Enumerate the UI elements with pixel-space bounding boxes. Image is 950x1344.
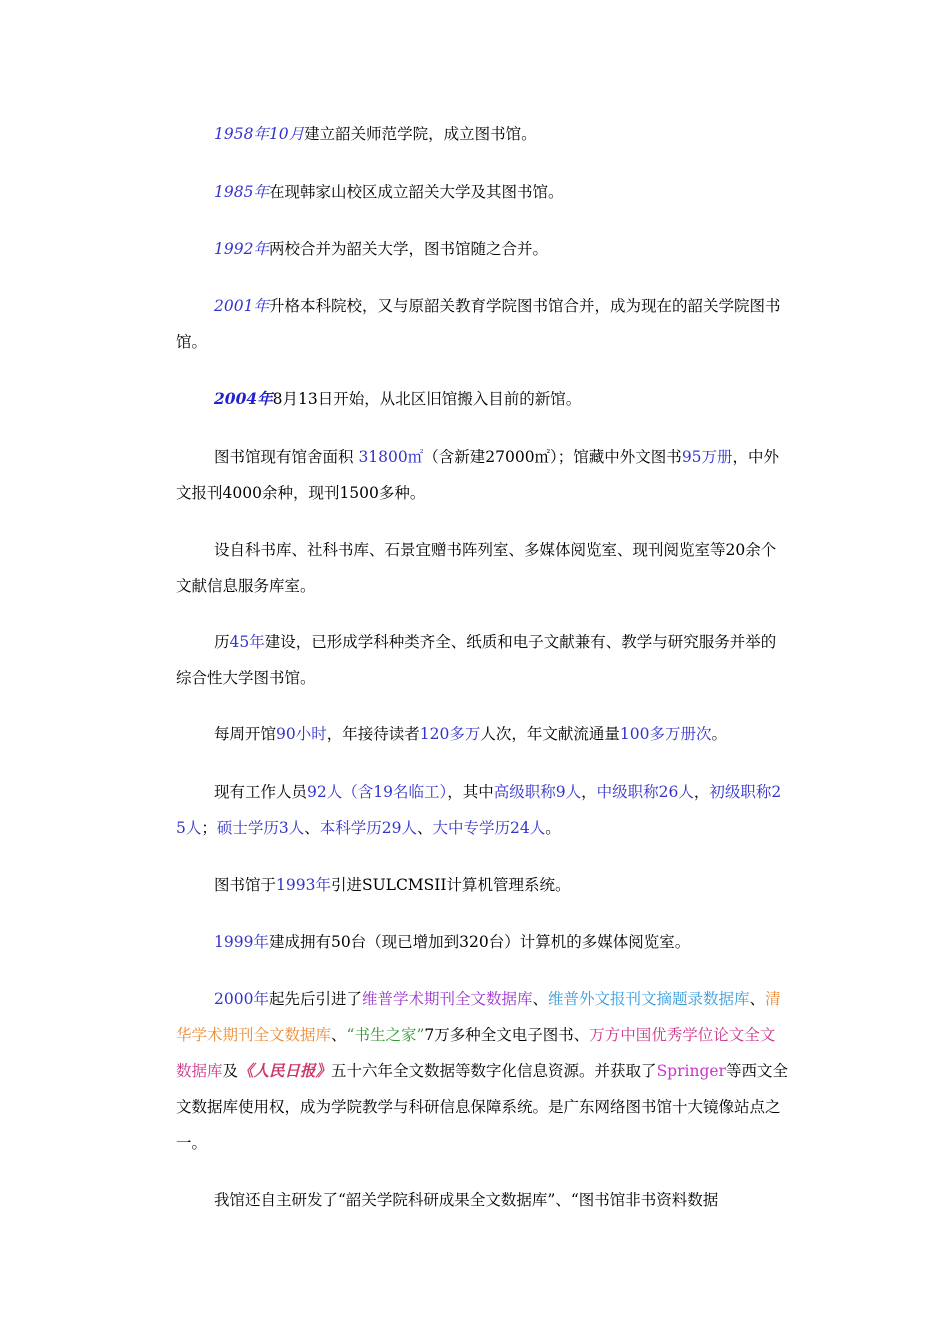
- highlighted-text: “书生之家”: [346, 1026, 425, 1044]
- highlighted-text: 1999年: [214, 933, 269, 951]
- text-run: 每周开馆: [214, 725, 277, 743]
- highlighted-text: 2001年: [214, 297, 269, 315]
- text-run: 在现韩家山校区成立韶关大学及其图书馆。: [268, 183, 564, 201]
- paragraph-1958: [176, 116, 788, 152]
- paragraph-stacks: [176, 532, 788, 604]
- highlighted-text: 2004年: [214, 389, 273, 408]
- paragraph-floor-area: [176, 439, 788, 511]
- paragraph-1993-system: [176, 867, 788, 903]
- text-run: ，: [581, 783, 597, 801]
- highlighted-text: 1958年10月: [214, 125, 305, 143]
- highlighted-text: 90小时: [276, 725, 327, 743]
- highlighted-text: 清华学术期刊全文数据库: [176, 990, 781, 1044]
- highlighted-text: 维普学术期刊全文数据库: [361, 990, 533, 1008]
- text-run: 图书馆现有馆舍面积: [214, 448, 359, 466]
- highlighted-text: 高级职称9人: [493, 783, 582, 801]
- text-run: 起先后引进了: [268, 990, 362, 1008]
- highlighted-text: 维普外文报刊文摘题录数据库: [548, 990, 750, 1008]
- text-run: 设自科书库、社科书库、石景宜赠书阵列室、多媒体阅览室、现刊阅览室等20余个文献信息服务库室。: [176, 541, 777, 595]
- text-run: 。: [711, 725, 727, 743]
- text-run: 、: [304, 819, 320, 837]
- paragraph-history: [176, 624, 788, 696]
- highlighted-text: Springer: [656, 1062, 726, 1080]
- paragraph-2001: [176, 288, 788, 360]
- text-run: 五十六年全文数据等数字化信息资源。并获取了: [331, 1062, 657, 1080]
- text-run: 人次，年文献流通量: [480, 725, 620, 743]
- text-run: 我馆还自主研发了“韶关学院科研成果全文数据库”、“图书馆非书资料数据: [214, 1191, 719, 1209]
- paragraph-opening-hours: [176, 716, 788, 752]
- text-run: ，其中: [447, 783, 494, 801]
- highlighted-text: 硕士学历3人: [216, 819, 305, 837]
- text-run: 现有工作人员: [214, 783, 308, 801]
- text-run: 、: [532, 990, 548, 1008]
- paragraph-databases: [176, 981, 788, 1161]
- highlighted-text: 中级职称26人: [596, 783, 694, 801]
- highlighted-text: 大中专学历24人: [432, 819, 546, 837]
- highlighted-text: 《人民日报》: [238, 1061, 332, 1080]
- text-run: 两校合并为韶关大学，图书馆随之合并。: [268, 240, 548, 258]
- paragraph-self-developed: [176, 1182, 788, 1218]
- text-run: ，中外文报刊4000余种，现刊1500多种。: [176, 448, 780, 502]
- text-run: 8月13日开始，从北区旧馆搬入目前的新馆。: [272, 390, 582, 408]
- highlighted-text: 95万册: [681, 448, 733, 466]
- text-run: 建立韶关师范学院，成立图书馆。: [304, 125, 537, 143]
- text-run: （含新建27000㎡）；馆藏中外文图书: [423, 448, 682, 466]
- text-run: 及: [222, 1062, 239, 1080]
- text-run: 建成拥有50台（现已增加到320台）计算机的多媒体阅览室。: [268, 933, 691, 951]
- paragraph-1985: [176, 174, 788, 210]
- text-run: ，: [693, 783, 710, 801]
- highlighted-text: 31800㎡: [358, 448, 424, 466]
- text-run: 等西文全文数据库使用权，成为学院教学与科研信息保障系统。是广东网络图书馆十大镜像站点之一。: [176, 1062, 788, 1152]
- highlighted-text: 初级职称25人: [176, 783, 782, 837]
- text-run: 、: [417, 819, 433, 837]
- highlighted-text: 本科学历29人: [319, 819, 418, 837]
- highlighted-text: 2000年: [214, 990, 269, 1008]
- highlighted-text: 万方中国优秀学位论文全文数据库: [176, 1026, 776, 1080]
- highlighted-text: 1993年: [276, 876, 331, 894]
- highlighted-text: 45年: [229, 633, 265, 651]
- highlighted-text: 92人（含19名临工）: [307, 783, 448, 801]
- highlighted-text: 120多万: [419, 725, 481, 743]
- highlighted-text: 1992年: [214, 240, 269, 258]
- text-run: 图书馆于: [214, 876, 277, 894]
- text-run: 引进SULCMSII计算机管理系统。: [330, 876, 571, 894]
- paragraph-1992: [176, 231, 788, 267]
- text-run: ；: [201, 819, 217, 837]
- highlighted-text: 100多万册次: [619, 725, 712, 743]
- text-run: 、: [749, 990, 766, 1008]
- text-run: ，年接待读者: [326, 725, 420, 743]
- paragraph-2004: [176, 381, 788, 417]
- paragraph-1999-multimedia: [176, 924, 788, 960]
- text-run: 升格本科院校，又与原韶关教育学院图书馆合并，成为现在的韶关学院图书馆。: [176, 297, 781, 351]
- text-run: 建设，已形成学科种类齐全、纸质和电子文献兼有、教学与研究服务并举的综合性大学图书馆。: [176, 633, 777, 687]
- text-run: 历: [214, 633, 230, 651]
- paragraph-staff: [176, 774, 788, 846]
- highlighted-text: 1985年: [214, 183, 269, 201]
- text-run: 。: [545, 819, 561, 837]
- text-run: 7万多种全文电子图书、: [424, 1026, 590, 1044]
- text-run: 、: [331, 1026, 347, 1044]
